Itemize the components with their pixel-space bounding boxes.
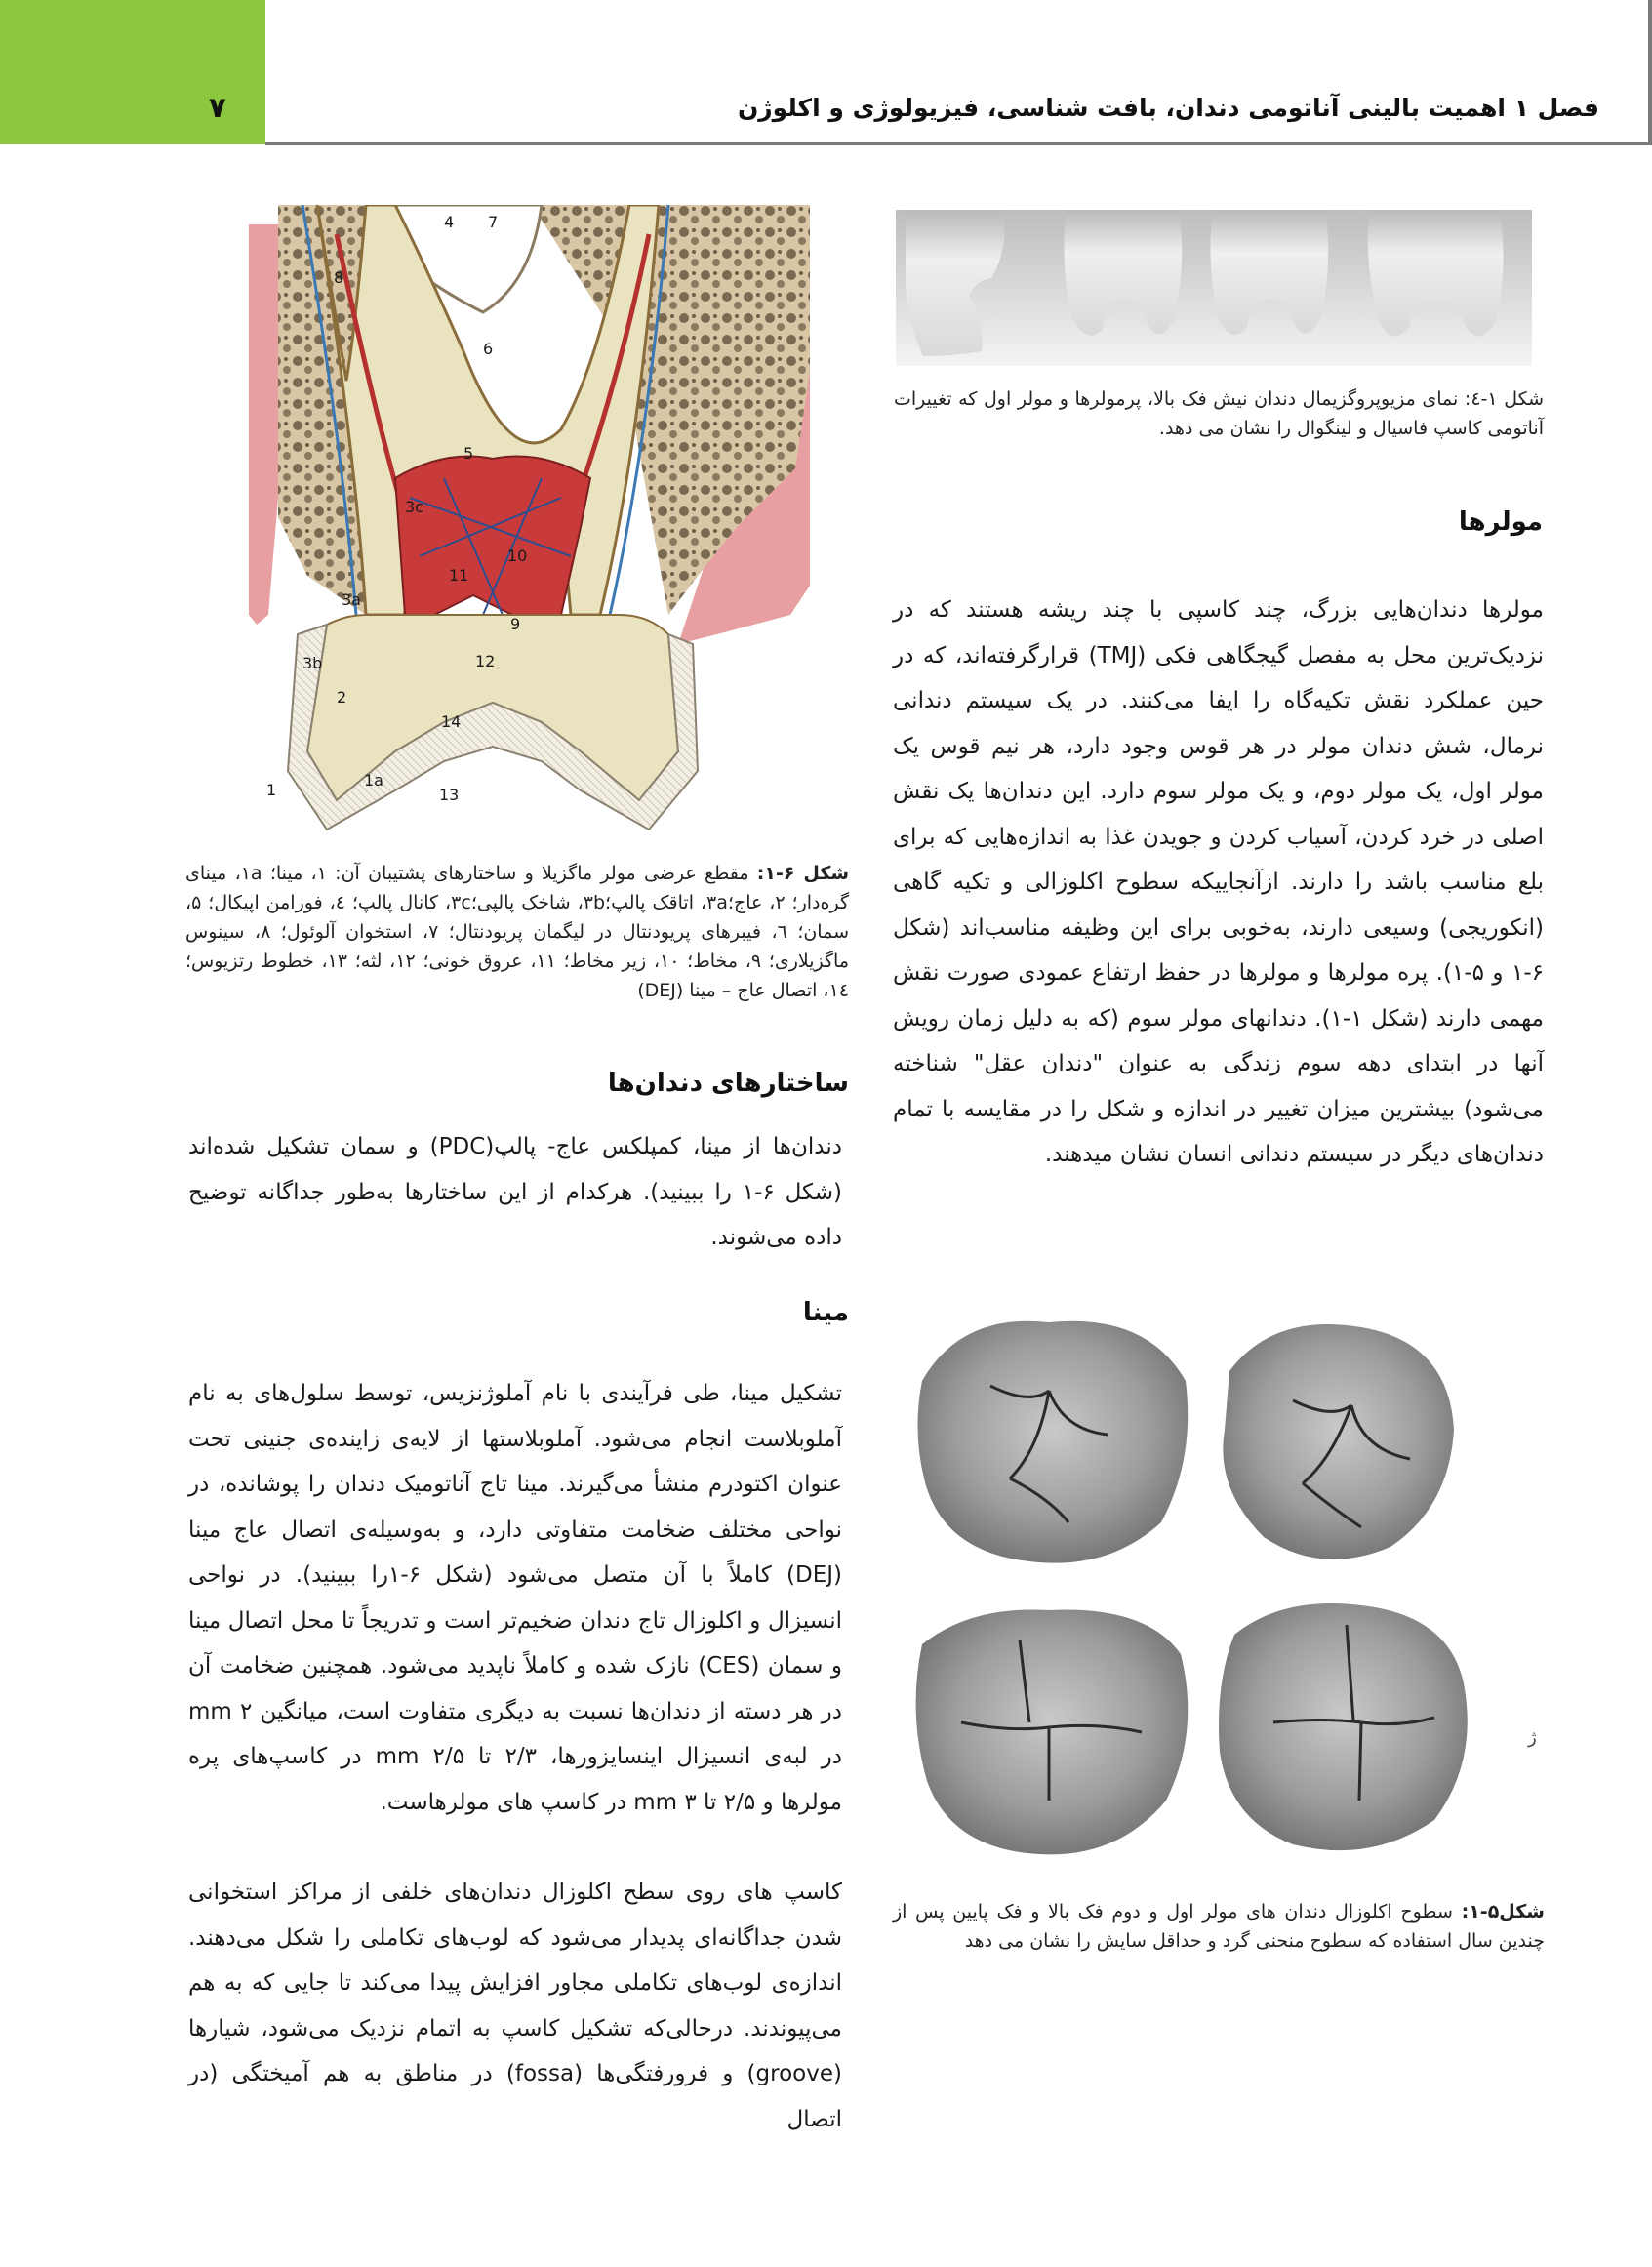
figure-1-6-label: 8 (334, 268, 344, 287)
enamel-paragraph-1 (188, 1371, 842, 1825)
structures-paragraph-text: دندان‌ها از مینا، کمپلکس عاج- پالپ(PDC) و سمان تشکیل شده‌اند (شکل ۶-۱ را ببینید). هرکدام از این ساختارها به‌طور جداگانه توضیح داده می‌شوند. (188, 1134, 842, 1250)
figure-1-6-label: 2 (337, 688, 347, 707)
molars-paragraph (893, 587, 1544, 1178)
figure-1-5-caption (893, 1897, 1545, 1956)
figure-1-6-label: 13 (439, 786, 460, 804)
figure-1-6-caption-text: مقطع عرضی مولر ماگزیلا و ساختارهای پشتیبان آن: ۱، مینا؛ ۱a، مینای گره‌دار؛ ۲، عاج؛۳a، اتاقک پالپ؛۳b، شاخک پالپی؛۳c، کانال پالپ؛ ٤، فورامن اپیکال؛ ۵، سمان؛ ٦، فیبرهای پریودنتال در لیگمان پریودنتال؛ ۷، استخوان آلوئول؛ ۸، سینوس ماگزیلاری؛ ۹، مخاط؛ ۱۰، زیر مخاط؛ ۱۱، عروق خونی؛ ۱۲، لثه؛ ۱۳، خطوط رتزیوس؛ ۱٤، اتصال عاج – مینا (DEJ) (185, 863, 850, 1001)
chapter-title: فصل ۱ اهمیت بالینی آناتومی دندان، بافت شناسی، فیزیولوژی و اکلوژن (737, 94, 1599, 122)
figure-1-6-label: 9 (510, 615, 521, 633)
figure-1-6-label: 3b (302, 654, 323, 672)
molars-paragraph-text: مولرها دندان‌هایی بزرگ، چند کاسپی با چند ریشه هستند که در نزدیک‌ترین محل به مفصل گیجگاهی فکی (TMJ) قرارگرفته‌اند، که در حین عملکرد نقش تکیه‌گاه را ایفا می‌کنند. در یک سیستم دندانی نرمال، شش دندان مولر در هر قوس وجود دارد، هر نیم قوس یک مولر اول، یک مولر دوم، و یک مولر سوم دارد. این دندان‌ها یک نقش اصلی در خرد کردن، آسیاب کردن و جویدن غذا به اندازه‌هایی که برای بلع مناسب باشد را دارند. ازآنجاییکه سطوح اکلوزالی و تکیه گاهی (انکوریجی) وسیعی دارند، به‌خوبی برای این وظیفه مناسب‌اند (شکل ۶-۱ و ۵-۱). پره مولرها و مولرها در حفظ ارتفاع عمودی صورت نقش مهمی دارند (شکل ۱-۱). دندانهای مولر سوم (که به دلیل زمان رویش آنها در ابتدای دهه سوم زندگی به عنوان "دندان عقل" شناخته می‌شود) بیشترین میزان تغییر در اندازه و شکل را در مقایسه با تمام دندان‌های دیگر در سیستم دندانی انسان نشان میدهند. (893, 597, 1544, 1167)
figure-1-5-image (903, 1313, 1527, 1879)
enamel-paragraph-1-text: تشکیل مینا، طی فرآیندی با نام آملوژنزیس، توسط سلول‌های به نام آملوبلاست انجام می‌شود. آملوبلاستها از لایه‌ی زاینده‌ی جنینی تحت عنوان اکتودرم منشأ می‌گیرند. مینا تاج آناتومیک دندان را پوشانده، در نواحی مختلف ضخامت متفاوتی دارد، و به‌وسیله‌ی اتصال عاج مینا (DEJ) کاملاً با آن متصل می‌شود (شکل ۶-۱را ببینید). در نواحی انسیزال و اکلوزال تاج دندان ضخیم‌تر است و تدریجاً تا محل اتصال مینا و سمان (CES) نازک شده و کاملاً ناپدید می‌شود. همچنین ضخامت آن در هر دسته از دندان‌ها نسبت به دیگری متفاوت است، میانگین mm ۲ در لبه‌ی انسیزال اینسایزورها، ۲/۳ تا mm ۲/۵ در کاسپ‌های پره مولرها و ۲/۵ تا mm ۳ در کاسپ های مولرهاست. (188, 1381, 842, 1815)
figure-1-6-label: 4 (444, 213, 455, 231)
molars-heading: مولرها (1458, 507, 1543, 537)
figure-1-6-label: 12 (475, 652, 496, 670)
figure-1-5-stray-mark: ژ (1528, 1727, 1537, 1748)
figure-1-6-label: 1 (266, 781, 277, 799)
enamel-heading: مینا (802, 1298, 849, 1327)
figure-1-6-label: 10 (507, 547, 528, 565)
enamel-paragraph-2-text: کاسپ های روی سطح اکلوزال دندان‌های خلفی از مراکز استخوانی شدن جداگانه‌ای پدیدار می‌شود که لوب‌های تکاملی را شکل می‌دهند. اندازه‌ی لوب‌های تکاملی مجاور افزایش پیدا می‌کند تا جایی که به هم می‌پیوندند. درحالی‌که تشکیل کاسپ به اتمام نزدیک می‌شود، شیارها (groove) و فرورفتگی‌ها (fossa) در مناطق به هم آمیختگی (در اتصال (188, 1880, 842, 2132)
figure-1-6-caption-label: شکل ۶-۱: (756, 863, 850, 884)
figure-1-5-caption-label: شکل۵-۱: (1461, 1901, 1545, 1923)
page-number: ۷ (209, 91, 226, 124)
header-rule-end (1648, 0, 1652, 144)
figure-1-4-caption: شکل ۱-٤: نمای مزیوپروگزیمال دندان نیش فک بالا، پرمولرها و مولر اول که تغییرات آناتومی کاسپ فاسیال و لینگوال را نشان می دهد. (894, 388, 1545, 439)
structures-heading: ساختارهای دندان‌ها (607, 1069, 849, 1098)
structures-paragraph (188, 1124, 842, 1261)
figure-1-6-label: 6 (483, 340, 494, 358)
figure-1-5-caption-text: سطوح اکلوزال دندان های مولر اول و دوم فک بالا و فک پایین پس از چندین سال استفاده که سطوح منحنی گرد و حداقل سایش را نشان می دهد (893, 1901, 1545, 1952)
figure-1-4-image (896, 210, 1532, 366)
figure-1-6-label: 3c (405, 498, 423, 516)
figure-1-6-label: 7 (488, 213, 499, 231)
figure-1-6-label: 14 (441, 712, 462, 731)
figure-1-6-label: 3a (342, 590, 361, 609)
enamel-paragraph-2 (188, 1870, 842, 2142)
figure-1-6-caption (185, 859, 849, 1005)
header-rule (265, 142, 1652, 145)
figure-1-6-image (249, 205, 810, 834)
figure-1-6-label: 5 (463, 444, 474, 463)
figure-1-6-label: 1a (364, 771, 383, 789)
figure-1-6-label: 11 (449, 566, 469, 585)
